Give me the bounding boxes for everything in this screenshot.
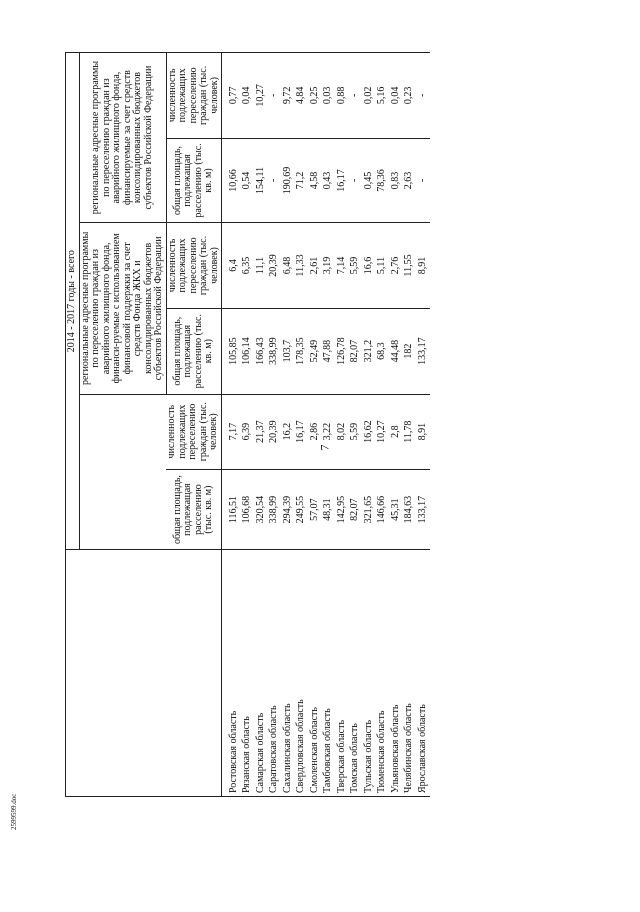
value-cell: 0,25 (308, 53, 322, 139)
value-cell: 16,17 (335, 138, 349, 222)
value-cell: 338,99 (268, 469, 282, 550)
total-area-header: общая площадь, подлежащая расселению (тыс. кв. м) (166, 469, 222, 550)
value-cell: 0,45 (362, 138, 376, 222)
value-cell: 11,33 (295, 223, 309, 309)
value-cell: 190,69 (281, 138, 295, 222)
value-cell: 71,2 (295, 138, 309, 222)
table-row (268, 53, 282, 797)
region-cell: Самарская область (254, 550, 268, 797)
value-cell: 320,54 (254, 469, 268, 550)
value-cell: 0,02 (362, 53, 376, 139)
table-row (416, 53, 430, 797)
value-cell: 126,78 (335, 308, 349, 394)
s1-people-header: численность подлежащих переселению граждан (тыс. человек) (166, 223, 222, 309)
value-cell: 6,35 (241, 223, 255, 309)
value-cell: 249,55 (295, 469, 309, 550)
value-cell: 2,86 (308, 394, 322, 469)
region-cell: Тульская область (362, 550, 376, 797)
page-number: 7 (317, 444, 332, 451)
value-cell: 154,11 (254, 138, 268, 222)
value-cell: 146,66 (376, 469, 390, 550)
table-row (281, 53, 295, 797)
value-cell: 0,03 (322, 53, 336, 139)
region-cell: Тамбовская область (322, 550, 336, 797)
region-cell: Тюменская область (376, 550, 390, 797)
value-cell: 2,61 (308, 223, 322, 309)
value-cell: 0,54 (241, 138, 255, 222)
value-cell: - (268, 138, 282, 222)
value-cell: 338,99 (268, 308, 282, 394)
value-cell: 6,4 (222, 223, 241, 309)
value-cell: - (416, 53, 430, 139)
value-cell: 4,58 (308, 138, 322, 222)
table-row (376, 53, 390, 797)
s2-people-header: численность подлежащих переселению граждан (тыс. человек) (166, 53, 222, 139)
value-cell: 11,55 (403, 223, 417, 309)
value-cell: 4,84 (295, 53, 309, 139)
region-cell: Саратовская область (268, 550, 282, 797)
subgroup1-header: региональные адресные программы по переселению граждан из аварийного жилищного фонда, финанси-руемые с использованием финансовой поддержки за счет средств Фонда ЖКХ и консолидированных бюджетов субъектов Российской Федерации (79, 223, 166, 394)
table-row (389, 53, 403, 797)
value-cell: 116,51 (222, 469, 241, 550)
value-cell: 5,59 (349, 223, 363, 309)
value-cell: 45,31 (389, 469, 403, 550)
value-cell: 6,39 (241, 394, 255, 469)
value-cell: 182 (403, 308, 417, 394)
value-cell: 7,17 (222, 394, 241, 469)
table-row (362, 53, 376, 797)
table-row (308, 53, 322, 797)
value-cell: 11,1 (254, 223, 268, 309)
s2-area-header: общая площадь, подлежащая расселению (тыс. кв. м) (166, 138, 222, 222)
value-cell: 44,48 (389, 308, 403, 394)
value-cell: 7,14 (335, 223, 349, 309)
value-cell: 5,11 (376, 223, 390, 309)
table-row (403, 53, 417, 797)
value-cell: 10,66 (222, 138, 241, 222)
value-cell: 0,43 (322, 138, 336, 222)
value-cell: 78,36 (376, 138, 390, 222)
value-cell: 16,6 (362, 223, 376, 309)
value-cell: 0,77 (222, 53, 241, 139)
value-cell: 106,14 (241, 308, 255, 394)
table-row (295, 53, 309, 797)
value-cell: 10,27 (254, 53, 268, 139)
value-cell: 8,02 (335, 394, 349, 469)
subgroup2-header: региональные адресные программы по переселению граждан из аварийного жилищного фонда, финансируемые за счет средств консолидированных бюджетов субъектов Российской Федерации (79, 53, 166, 223)
table-row (222, 53, 241, 797)
table-row (322, 53, 336, 797)
value-cell: 47,88 (322, 308, 336, 394)
value-cell: 166,43 (254, 308, 268, 394)
value-cell: 0,23 (403, 53, 417, 139)
value-cell: 68,3 (376, 308, 390, 394)
value-cell: 21,37 (254, 394, 268, 469)
totals-group-header (79, 394, 166, 550)
value-cell: 82,07 (349, 308, 363, 394)
region-cell: Свердловская область (295, 550, 309, 797)
table-row (335, 53, 349, 797)
value-cell: - (268, 53, 282, 139)
region-cell: Тверская область (335, 550, 349, 797)
value-cell: 106,68 (241, 469, 255, 550)
value-cell: 8,91 (416, 394, 430, 469)
value-cell: 10,27 (376, 394, 390, 469)
value-cell: 0,88 (335, 53, 349, 139)
value-cell: 11,78 (403, 394, 417, 469)
table-row (241, 53, 255, 797)
region-cell: Ульяновская область (389, 550, 403, 797)
value-cell: 321,65 (362, 469, 376, 550)
value-cell: 133,17 (416, 469, 430, 550)
value-cell: 0,83 (389, 138, 403, 222)
value-cell: 2,63 (403, 138, 417, 222)
table-wrapper (65, 52, 428, 797)
value-cell: 0,04 (389, 53, 403, 139)
value-cell: 321,2 (362, 308, 376, 394)
total-people-header: численность подлежащих переселению граждан (тыс. человек) (166, 394, 222, 469)
value-cell: 6,48 (281, 223, 295, 309)
region-cell: Ростовская область (222, 550, 241, 797)
value-cell: - (349, 53, 363, 139)
value-cell: 82,07 (349, 469, 363, 550)
resettlement-table (65, 52, 430, 797)
value-cell: 48,31 (322, 469, 336, 550)
table-row (254, 53, 268, 797)
value-cell: 2,8 (389, 394, 403, 469)
value-cell: 5,16 (376, 53, 390, 139)
value-cell: 0,04 (241, 53, 255, 139)
region-cell: Челябинская область (403, 550, 417, 797)
value-cell: 2,76 (389, 223, 403, 309)
value-cell: 52,49 (308, 308, 322, 394)
value-cell: 16,2 (281, 394, 295, 469)
region-cell: Сахалинская область (281, 550, 295, 797)
value-cell: 3,19 (322, 223, 336, 309)
footer-filename: 2599599.doc (10, 793, 18, 830)
value-cell: 57,07 (308, 469, 322, 550)
value-cell: 16,17 (295, 394, 309, 469)
region-header (66, 550, 222, 797)
value-cell: - (416, 138, 430, 222)
value-cell: - (349, 138, 363, 222)
region-cell: Смоленская область (308, 550, 322, 797)
table-row (349, 53, 363, 797)
value-cell: 20,39 (268, 223, 282, 309)
value-cell: 3,22 (322, 394, 336, 469)
value-cell: 9,72 (281, 53, 295, 139)
value-cell: 16,62 (362, 394, 376, 469)
s1-area-header: общая площадь, подлежащая расселению (тыс. кв. м) (166, 308, 222, 394)
value-cell: 8,91 (416, 223, 430, 309)
value-cell: 20,39 (268, 394, 282, 469)
region-cell: Ярославская область (416, 550, 430, 797)
rotated-table-container (65, 52, 428, 912)
value-cell: 103,7 (281, 308, 295, 394)
region-cell: Томская область (349, 550, 363, 797)
group-header: 2014 - 2017 годы - всего (66, 53, 80, 550)
region-cell: Рязанская область (241, 550, 255, 797)
value-cell: 142,95 (335, 469, 349, 550)
value-cell: 178,35 (295, 308, 309, 394)
value-cell: 5,59 (349, 394, 363, 469)
value-cell: 105,85 (222, 308, 241, 394)
value-cell: 294,39 (281, 469, 295, 550)
value-cell: 184,63 (403, 469, 417, 550)
value-cell: 133,17 (416, 308, 430, 394)
table-body (222, 53, 430, 797)
